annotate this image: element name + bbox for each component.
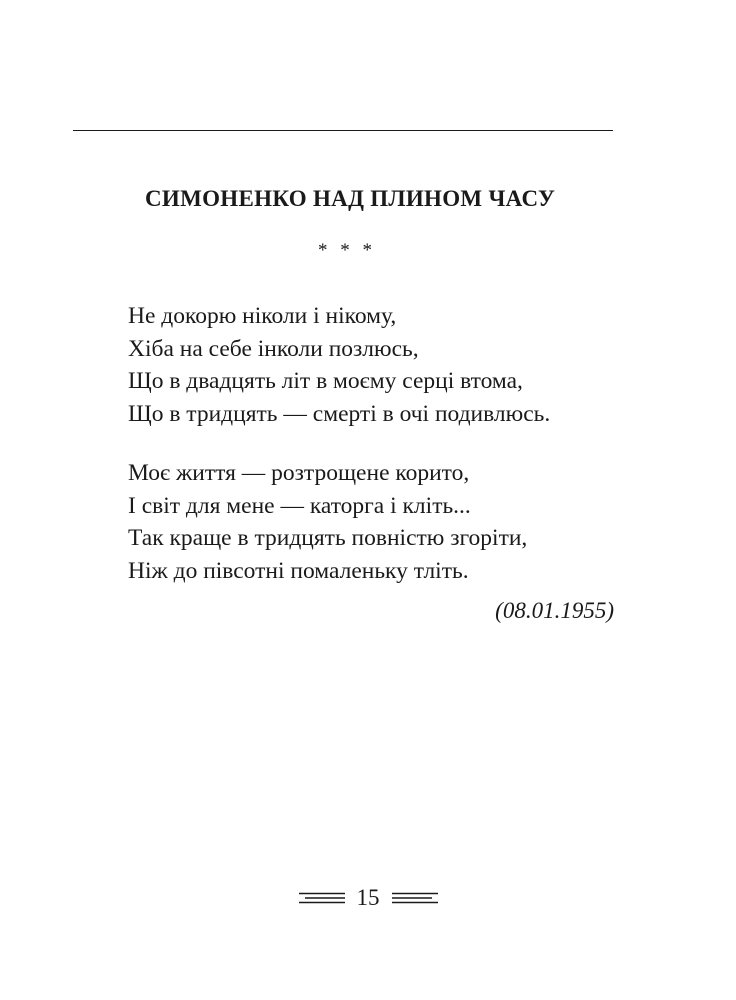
- poem-line: Так краще в тридцять повністю згоріти,: [128, 525, 528, 551]
- poem-line: Що в тридцять — смерті в очі подивлюсь.: [128, 400, 551, 427]
- stanza-2: [128, 457, 527, 587]
- page-footer: [0, 884, 736, 912]
- poem-line: І світ для мене — каторга і кліть...: [128, 492, 471, 519]
- triple-line-ornament-icon: [299, 891, 345, 905]
- page-number: 15: [356, 885, 380, 910]
- top-rule: [73, 130, 613, 131]
- poem-line: Ніж до півсотні помаленьку тліть.: [128, 557, 469, 584]
- poem-line: Що в двадцять літ в моєму серці втома,: [128, 368, 523, 394]
- stanza-1: [128, 300, 550, 430]
- poem-line: Моє життя — розтрощене корито,: [128, 460, 470, 486]
- stanza-separator: * * *: [318, 240, 376, 261]
- page-title: СИМОНЕНКО НАД ПЛИНОМ ЧАСУ: [145, 186, 556, 211]
- poem-line: Хіба на себе інколи позлюсь,: [128, 335, 419, 362]
- poem-date: (08.01.1955): [495, 598, 614, 623]
- poem-line: Не докорю ніколи і нікому,: [128, 303, 397, 329]
- triple-line-ornament-icon: [392, 891, 438, 905]
